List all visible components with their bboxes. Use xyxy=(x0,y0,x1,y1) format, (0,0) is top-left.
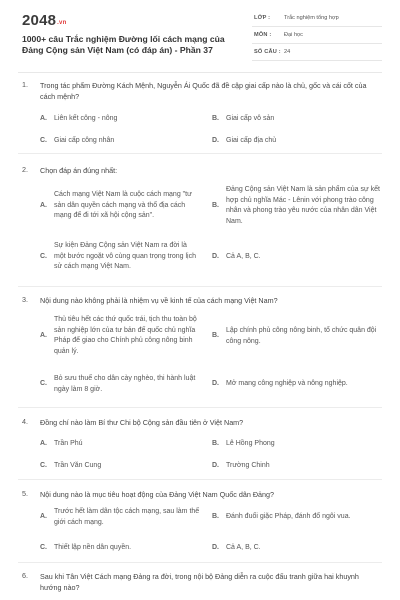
option-letter: A. xyxy=(40,115,47,122)
option-text: Sự kiện Đảng Cộng sản Việt Nam ra đời là một bước ngoặt vô cùng quan trọng trong lịch sử cách mạng Việt Nam. xyxy=(54,242,196,270)
option-text: Cả A, B, C. xyxy=(226,544,261,551)
option-letter: A. xyxy=(40,202,47,209)
option-letter: B. xyxy=(212,332,219,339)
option-text: Giai cấp công nhân xyxy=(54,137,115,144)
question-divider xyxy=(18,479,382,480)
option-letter: A. xyxy=(40,440,47,447)
option-letter: C. xyxy=(40,544,47,551)
option-letter: D. xyxy=(212,462,219,469)
meta-row-class xyxy=(252,10,382,27)
meta-info xyxy=(252,10,382,61)
option-letter: D. xyxy=(212,253,219,260)
option-text: Liên kết công - nông xyxy=(54,115,118,122)
header-divider xyxy=(18,72,382,73)
page-title: 1000+ câu Trắc nghiệm Đường lối cách mạng của Đảng Cộng sản Việt Nam (có đáp án) - Phần 37 xyxy=(22,34,225,55)
meta-key: LỚP : xyxy=(254,15,271,21)
question-number: 6. xyxy=(22,571,28,580)
question-number: 2. xyxy=(22,165,28,174)
option-letter: D. xyxy=(212,544,219,551)
meta-row-count xyxy=(252,44,382,61)
option-letter: C. xyxy=(40,380,47,387)
meta-key: SỐ CÂU : xyxy=(254,49,281,55)
option-letter: B. xyxy=(212,513,219,520)
question-divider xyxy=(18,407,382,408)
option-letter: B. xyxy=(212,202,219,209)
option-text: Trường Chinh xyxy=(226,462,270,469)
option-text: Trần Văn Cung xyxy=(54,462,102,469)
option-text: Giai cấp địa chủ xyxy=(226,137,277,144)
option-letter: C. xyxy=(40,137,47,144)
option-text: Trước hết làm dân tộc cách mạng, sau làm thế giới cách mạng. xyxy=(54,508,200,526)
option-text: Lê Hồng Phong xyxy=(226,440,275,447)
option-letter: D. xyxy=(212,137,219,144)
question-text: Đồng chí nào làm Bí thư Chi bộ Cộng sản đầu tiên ở Việt Nam? xyxy=(40,418,244,427)
logo-suffix: .vn xyxy=(57,20,67,26)
option-text: Lập chính phủ công nông binh, tổ chức quân đội công nông. xyxy=(226,327,377,345)
option-text: Đánh đuổi giặc Pháp, đánh đổ ngôi vua. xyxy=(226,513,351,520)
option-text: Trần Phú xyxy=(54,440,83,447)
question-text: Sau khi Tân Việt Cách mạng Đảng ra đời, trong nội bộ Đảng diễn ra cuộc đấu tranh giữa hai khuynh hướng nào? xyxy=(40,572,359,592)
question-number: 1. xyxy=(22,80,28,89)
option-text: Mở mang công nghiệp và nông nghiệp. xyxy=(226,380,348,387)
meta-value: Đại học xyxy=(284,32,303,38)
option-text: Thủ tiêu hết các thứ quốc trái, tịch thu toàn bộ sản nghiệp lớn của tư bản đế quốc chủ nghĩa Pháp để giao cho Chính phủ công nông binh quản lý. xyxy=(54,316,197,355)
meta-value: Trắc nghiệm tổng hợp xyxy=(284,15,339,21)
option-letter: B. xyxy=(212,440,219,447)
option-text: Giai cấp vô sản xyxy=(226,115,275,122)
option-letter: D. xyxy=(212,380,219,387)
question-number: 3. xyxy=(22,295,28,304)
meta-key: MÔN : xyxy=(254,32,272,38)
question-text: Nội dung nào không phải là nhiệm vụ về kinh tế của cách mạng Việt Nam? xyxy=(40,296,278,305)
option-text: Cả A, B, C. xyxy=(226,253,261,260)
question-number: 5. xyxy=(22,489,28,498)
option-letter: A. xyxy=(40,513,47,520)
question-text: Chọn đáp án đúng nhất: xyxy=(40,166,118,175)
meta-value: 24 xyxy=(284,49,291,55)
option-letter: C. xyxy=(40,253,47,260)
meta-row-subject xyxy=(252,27,382,44)
question-text: Nội dung nào là mục tiêu hoạt động của Đảng Việt Nam Quốc dân Đảng? xyxy=(40,490,275,499)
question-number: 4. xyxy=(22,417,28,426)
question-divider xyxy=(18,562,382,563)
option-letter: C. xyxy=(40,462,47,469)
logo-text: 2048 xyxy=(22,12,57,29)
question-text: Trong tác phẩm Đường Kách Mệnh, Nguyễn Ái Quốc đã đề cập giai cấp nào là chủ, gốc và cái cốt của cách mệnh? xyxy=(40,81,367,101)
option-letter: A. xyxy=(40,332,47,339)
option-text: Thiết lập nền dân quyền. xyxy=(54,544,132,551)
page-header xyxy=(0,0,400,70)
option-text: Cách mạng Việt Nam là cuộc cách mạng "tư sản dân quyền cách mạng và thổ địa cách mạng để đi tới xã hội cộng sản". xyxy=(54,191,192,219)
site-logo[interactable] xyxy=(22,12,66,29)
question-divider xyxy=(18,153,382,154)
option-text: Đảng Cộng sản Việt Nam là sản phẩm của sự kết hợp chủ nghĩa Mác - Lênin với phong trào công nhân và phong trào yêu nước của nhân dân Việt Nam. xyxy=(226,186,380,225)
question-divider xyxy=(18,286,382,287)
option-text: Bỏ sưu thuế cho dân cày nghèo, thi hành luật ngày làm 8 giờ. xyxy=(54,375,196,393)
option-letter: B. xyxy=(212,115,219,122)
